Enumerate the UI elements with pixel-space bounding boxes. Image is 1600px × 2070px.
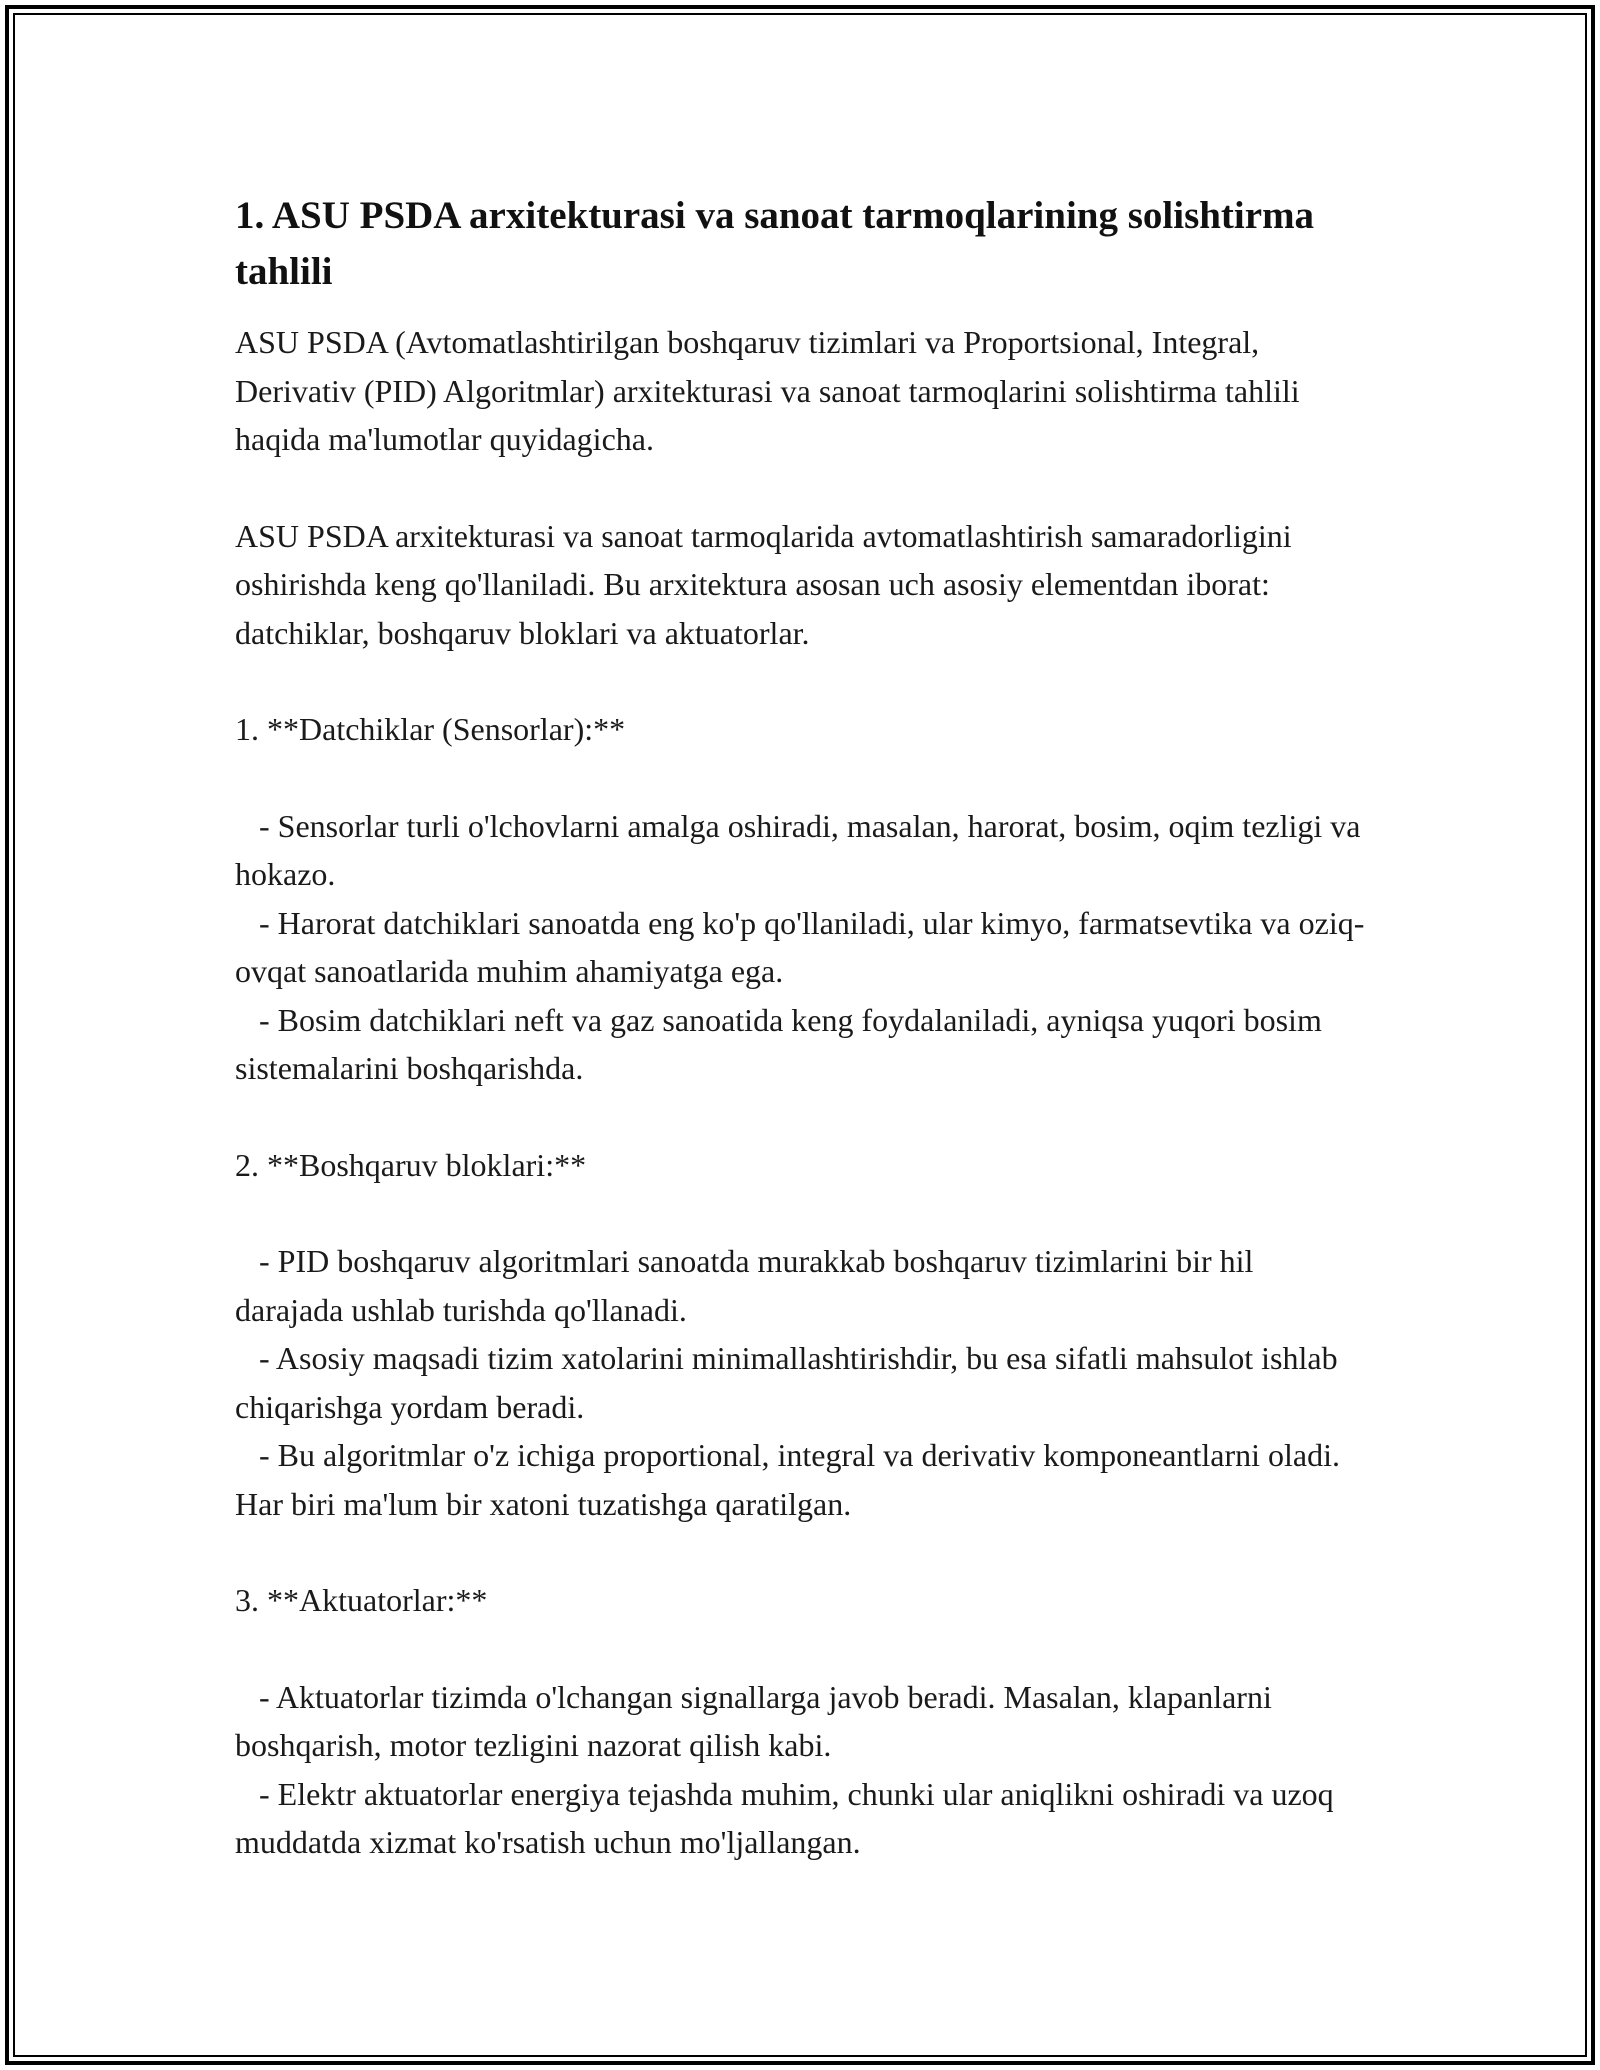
architecture-paragraph: ASU PSDA arxitekturasi va sanoat tarmoqlarida avtomatlashtirish samaradorligini oshirishda keng qo'llaniladi. Bu arxitektura asosan uch asosiy elementdan iborat: datchiklar, boshqaruv bloklari va aktuatorlar. — [235, 517, 1300, 651]
document-body — [235, 188, 1365, 1867]
control-blocks-list: - PID boshqaruv algoritmlari sanoatda murakkab boshqaruv tizimlarini bir hil darajada ushlab turishda qo'llanadi. - Asosiy maqsadi tizim xatolarini minimallashtirishdir, bu esa sifatli mahsulot ishlab chiqarishga yordam beradi. - Bu algoritmlar o'z ichiga proportional, integral va derivativ komponeantlarni oladi. Har biri ma'lum bir xatoni tuzatishga qaratilgan. — [235, 1243, 1340, 1522]
section-heading-actuators: 3. **Aktuatorlar:** — [235, 1582, 488, 1618]
intro-paragraph: ASU PSDA (Avtomatlashtirilgan boshqaruv tizimlari va Proportsional, Integral, Derivativ (PID) Algoritmlar) arxitekturasi va sanoat tarmoqlarini solishtirma tahlili haqida ma'lumotlar quyidagicha. — [235, 324, 1308, 457]
section-heading-control-blocks: 2. **Boshqaruv bloklari:** — [235, 1146, 587, 1183]
section-heading-sensors: 1. **Datchiklar (Sensorlar):** — [235, 711, 626, 747]
actuators-list: - Aktuatorlar tizimda o'lchangan signallarga javob beradi. Masalan, klapanlarni boshqarish, motor tezligini nazorat qilish kabi. - Elektr aktuatorlar energiya tejashda muhim, chunki ular aniqlikni oshiradi va uzoq muddatda xizmat ko'rsatish uchun mo'ljallangan. — [235, 1678, 1334, 1860]
sensors-list: - Sensorlar turli o'lchovlarni amalga oshiradi, masalan, harorat, bosim, oqim tezligi va hokazo. - Harorat datchiklari sanoatda eng ko'p qo'llaniladi, ular kimyo, farmatsevtika va oziq-ovqat sanoatlarida muhim ahamiyatga ega. - Bosim datchiklari neft va gaz sanoatida keng foydalaniladi, ayniqsa yuqori bosim sistemalarini boshqarishda. — [235, 807, 1365, 1086]
document-title: 1. ASU PSDA arxitekturasi va sanoat tarmoqlarining solishtirma tahlili — [235, 194, 1315, 293]
